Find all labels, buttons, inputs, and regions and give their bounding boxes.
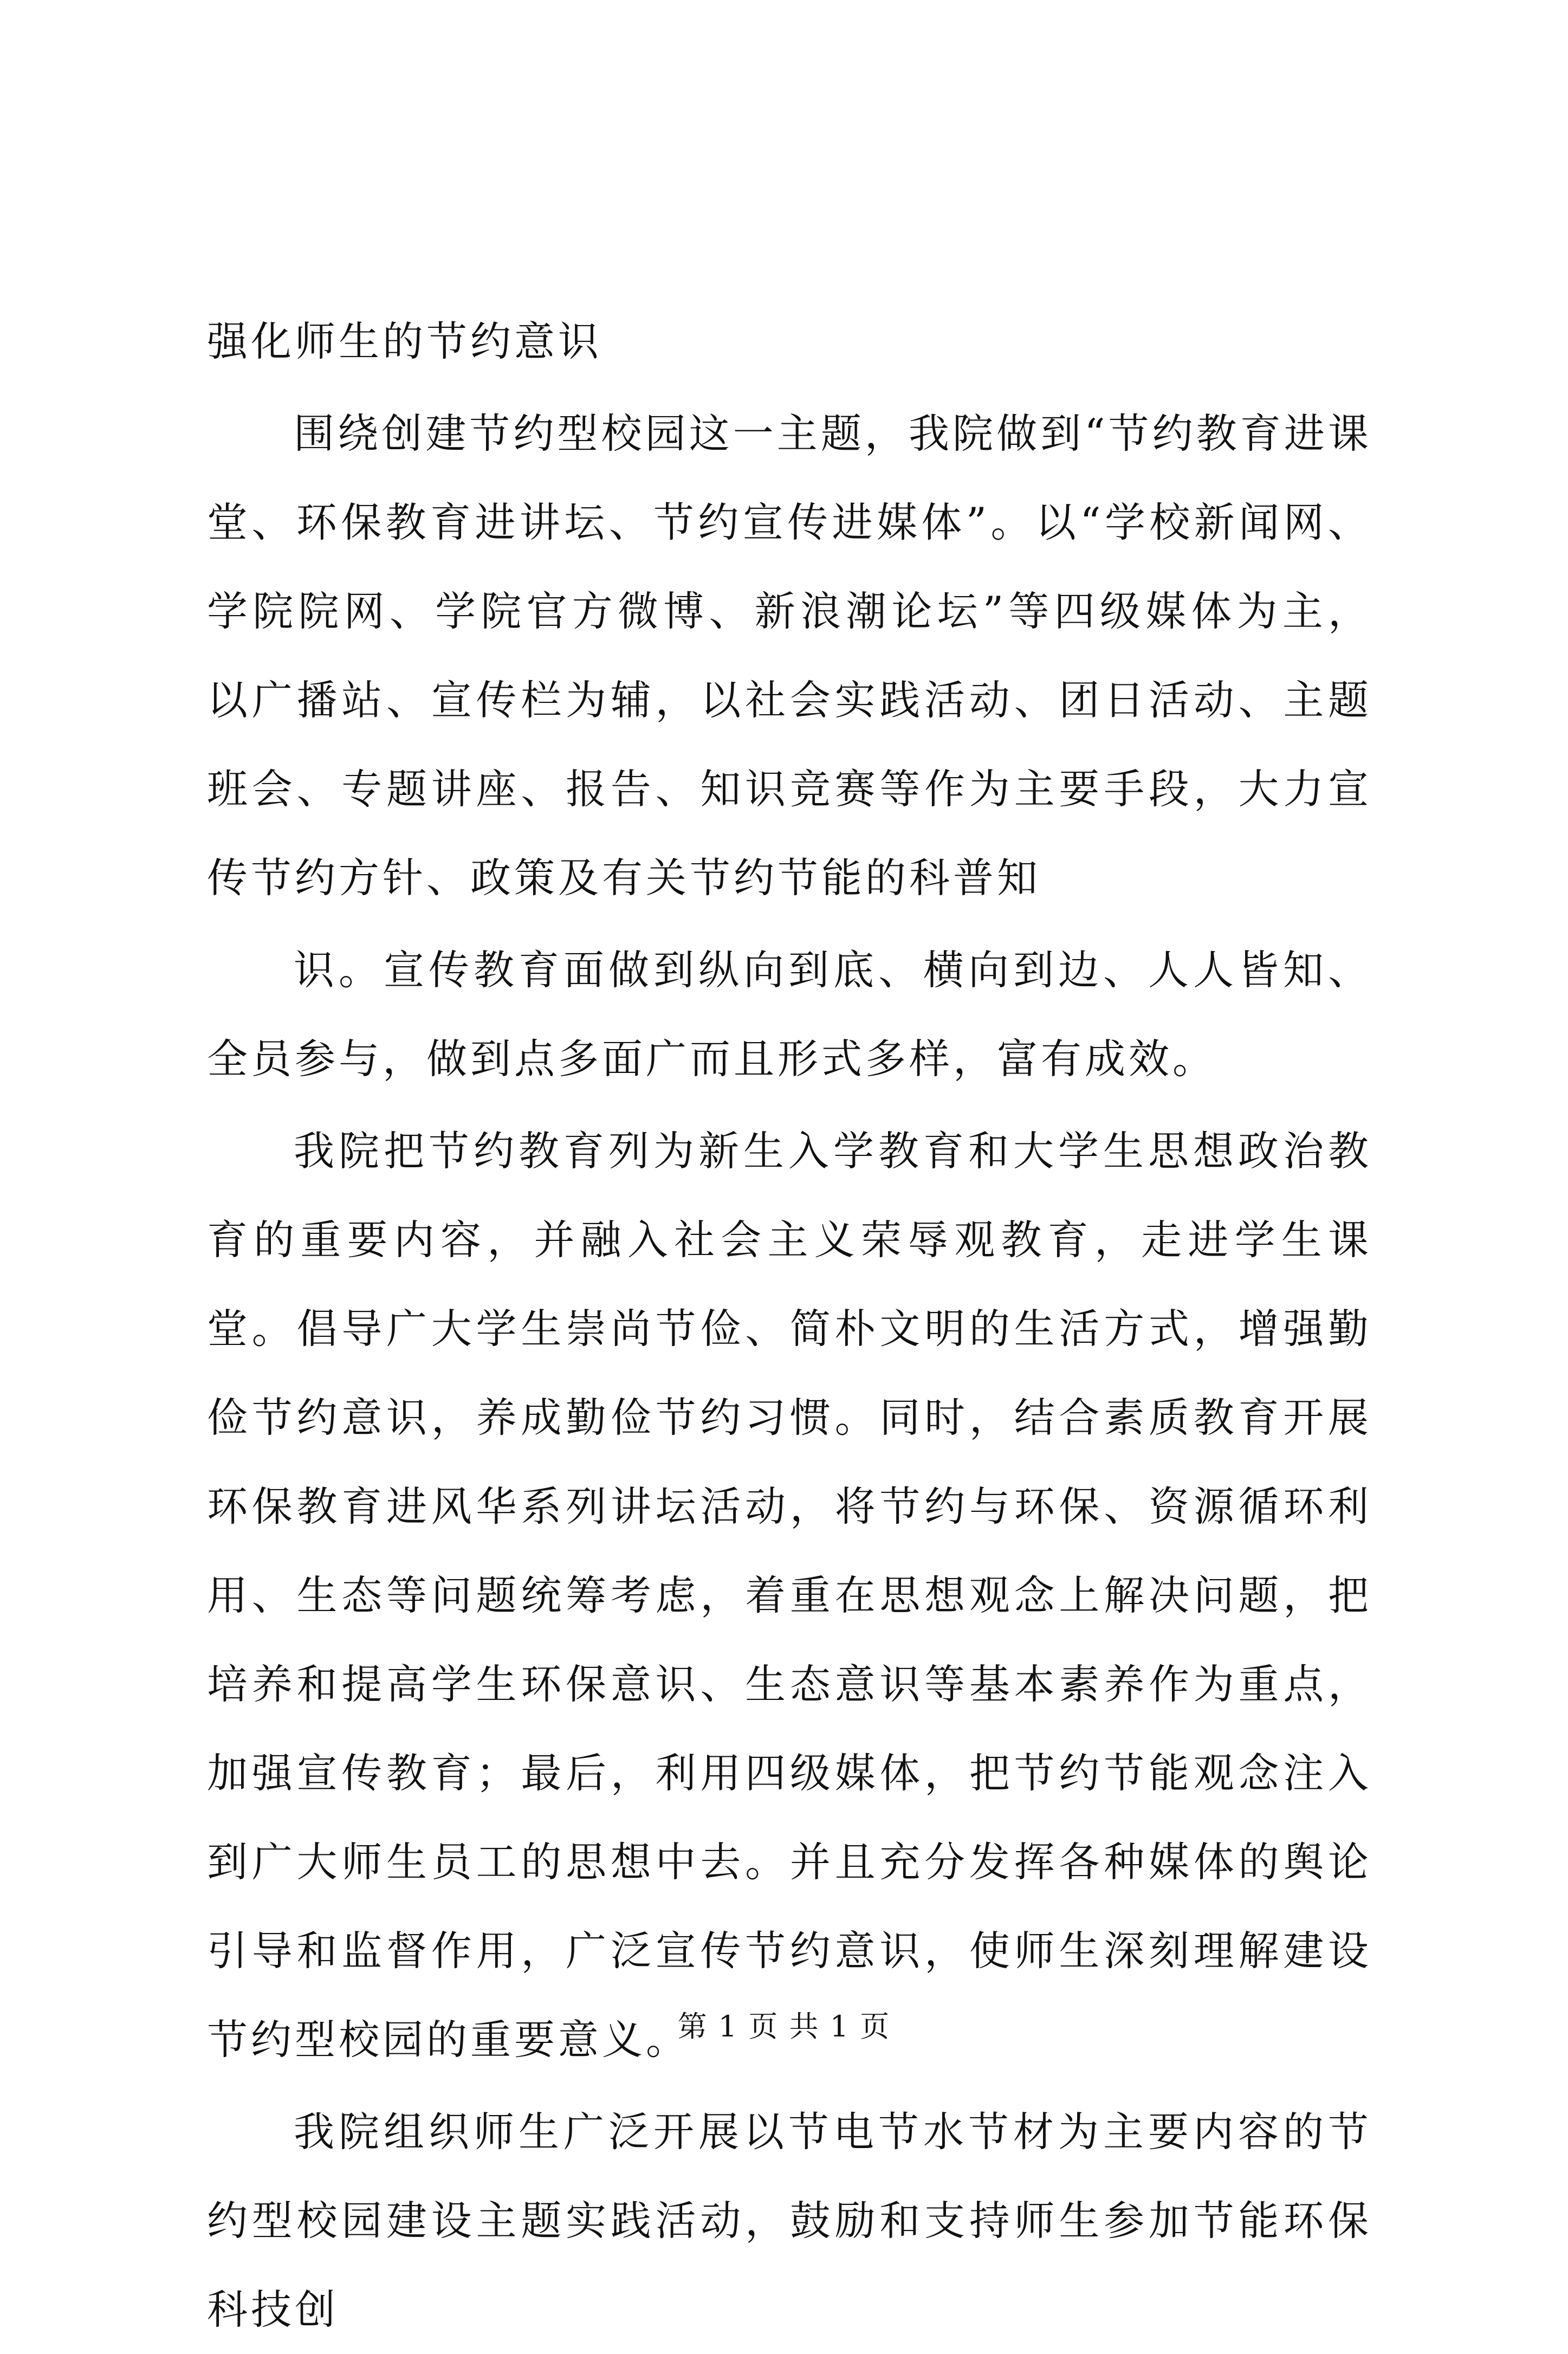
paragraph-effect: 识。宣传教育面做到纵向到底、横向到边、人人皆知、全员参与，做到点多面广而且形式多样，富有成效。 (207, 946, 1372, 1083)
paragraph-publicity: 围绕创建节约型校园这一主题，我院做到“节约教育进课堂、环保教育进讲坛、节约宣传进媒体”。以“学校新闻网、学院院网、学院官方微博、新浪潮论坛”等四级媒体为主，以广播站、宣传栏为辅，以社会实践活动、团日活动、主题班会、专题讲座、报告、知识竞赛等作为主要手段，大力宣传节约方针、政策及有关节约节能的科普知 (207, 410, 1372, 902)
paragraph-practice: 我院组织师生广泛开展以节电节水节材为主要内容的节约型校园建设主题实践活动，鼓励和支持师生参加节能环保科技创 (207, 2108, 1372, 2333)
paragraph-education: 我院把节约教育列为新生入学教育和大学生思想政治教育的重要内容，并融入社会主义荣辱观教育，走进学生课堂。倡导广大学生崇尚节俭、简朴文明的生活方式，增强勤俭节约意识，养成勤俭节约习惯。同时，结合素质教育开展环保教育进风华系列讲坛活动，将节约与环保、资源循环利用、生态等问题统筹考虑，着重在思想观念上解决问题，把培养和提高学生环保意识、生态意识等基本素养作为重点，加强宣传教育；最后，利用四级媒体，把节约节能观念注入到广大师生员工的思想中去。并且充分发挥各种媒体的舆论引导和监督作用，广泛宣传节约意识，使师生深刻理解建设节约型校园的重要意义。 (207, 1127, 1372, 2064)
paragraph-heading: 强化师生的节约意识 (207, 318, 602, 365)
page-footer: 第 1 页 共 1 页 (677, 2009, 891, 2043)
